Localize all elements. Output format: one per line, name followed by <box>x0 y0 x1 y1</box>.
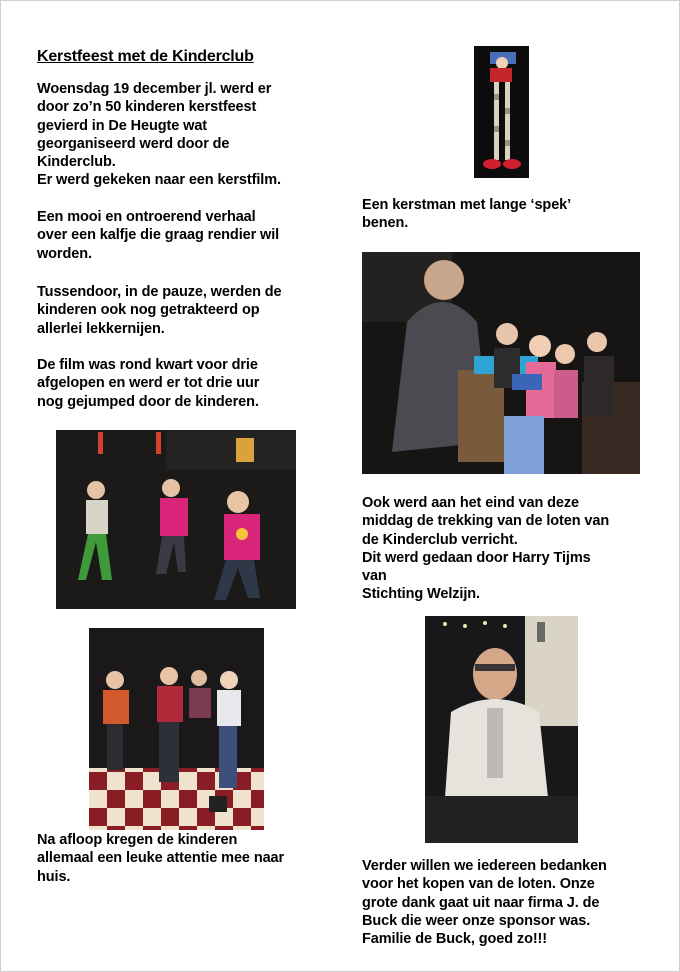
santa-figure-photo <box>474 46 529 178</box>
ending-paragraph: Na afloop kregen de kinderen allemaal een leuke attentie mee naar huis. <box>37 832 285 885</box>
film-end-paragraph: De film was rond kwart voor drie afgelopen en werd er tot drie uur nog gejumped door de kinderen. <box>37 357 260 410</box>
pause-paragraph: Tussendoor, in de pauze, werden de kinderen ook nog getrakteerd op allerlei lekkernijen. <box>37 284 282 337</box>
dancefloor-photo <box>89 628 264 830</box>
story-paragraph: Een mooi en ontroerend verhaal over een kalfje die graag rendier wil worden. <box>37 209 280 262</box>
article-title: Kerstfeest met de Kinderclub <box>37 48 254 65</box>
harry-tijms-photo <box>425 616 578 843</box>
dancing-kids-photo <box>56 430 296 609</box>
thanks-paragraph: Verder willen we iedereen bedanken voor het kopen van de loten. Onze grote dank gaat uit naar firma J. de Buck die weer onze sponsor was. Familie de Buck, goed zo!!! <box>362 858 607 948</box>
santa-caption: Een kerstman met lange ‘spek’ benen. <box>362 197 572 232</box>
intro-paragraph: Woensdag 19 december jl. werd er door zo’n 50 kinderen kerstfeest gevierd in De Heugte wat georganiseerd werd door de Kinderclub. Er werd gekeken naar een kerstfilm. <box>37 81 281 189</box>
lottery-paragraph: Ook werd aan het eind van deze middag de trekking van de loten van de Kinderclub verricht. Dit werd gedaan door Harry Tijms van Stichting Welzijn. <box>362 495 610 603</box>
presentation-photo <box>362 252 640 474</box>
